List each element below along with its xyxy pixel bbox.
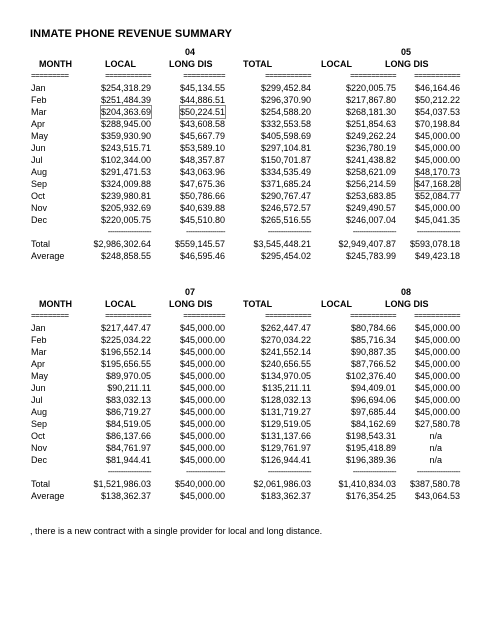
- amount-cell: $243,515.71: [100, 143, 151, 153]
- month-cell: Dec: [31, 455, 48, 465]
- amount-cell: $246,572.57: [260, 203, 311, 213]
- amount-cell: $52,084.77: [414, 191, 460, 201]
- amount-cell: $258,621.09: [345, 167, 396, 177]
- amount-cell: $84,162.69: [350, 419, 396, 429]
- amount-cell: $81,944.41: [105, 455, 151, 465]
- table-row: [0, 430, 494, 442]
- amount-cell: $86,719.27: [105, 407, 151, 417]
- amount-cell: $131,719.27: [260, 407, 311, 417]
- amount-cell: $50,224.51: [179, 107, 225, 117]
- amount-cell: $44,886.51: [179, 95, 225, 105]
- amount-cell: $45,000.00: [179, 335, 225, 345]
- amount-cell: $45,000.00: [179, 323, 225, 333]
- average-label: Average: [31, 251, 65, 261]
- total-cell: $593,078.18: [409, 239, 460, 249]
- footnote: , there is a new contract with a single provider for local and long distance.: [30, 526, 323, 536]
- amount-cell: $371,685.24: [260, 179, 311, 189]
- month-cell: Jul: [31, 395, 43, 405]
- amount-cell: $84,519.05: [105, 419, 151, 429]
- amount-cell: $50,212.22: [414, 95, 460, 105]
- amount-cell: $40,639.88: [179, 203, 225, 213]
- average-row: [0, 250, 494, 262]
- amount-cell: $297,104.81: [260, 143, 311, 153]
- column-header: MONTH: [39, 299, 72, 309]
- amount-cell: $126,944.41: [260, 455, 311, 465]
- total-row: [0, 478, 494, 490]
- table-row: [0, 454, 494, 466]
- separator-rule: --------------------: [107, 467, 151, 476]
- total-row: [0, 238, 494, 250]
- month-cell: May: [31, 131, 49, 141]
- amount-cell: $217,867.80: [345, 95, 396, 105]
- table-row: [0, 346, 494, 358]
- total-label: Total: [31, 239, 51, 249]
- amount-cell: $102,376.40: [345, 371, 396, 381]
- amount-cell: $47,168.28: [414, 179, 460, 189]
- amount-cell: $45,000.00: [179, 347, 225, 357]
- amount-cell: $129,519.05: [260, 419, 311, 429]
- amount-cell: $299,452.84: [260, 83, 311, 93]
- total-cell: $3,545,448.21: [253, 239, 311, 249]
- table-row: [0, 202, 494, 214]
- amount-cell: $196,552.14: [100, 347, 151, 357]
- column-header: LONG DIS: [169, 299, 213, 309]
- table-row: [0, 118, 494, 130]
- amount-cell: $241,438.82: [345, 155, 396, 165]
- separator-rule: --------------------: [352, 227, 396, 236]
- average-cell: $138,362.37: [100, 491, 151, 501]
- year-label: 08: [401, 287, 412, 297]
- column-header-row: [0, 58, 494, 70]
- amount-cell: n/a: [429, 443, 442, 453]
- total-cell: $540,000.00: [174, 479, 225, 489]
- amount-cell: n/a: [429, 455, 442, 465]
- month-cell: May: [31, 371, 49, 381]
- table-row: [0, 214, 494, 226]
- amount-cell: $291,471.53: [100, 167, 151, 177]
- month-cell: Jun: [31, 143, 46, 153]
- header-separator: [0, 70, 494, 82]
- amount-cell: $45,510.80: [179, 215, 225, 225]
- month-cell: Mar: [31, 347, 47, 357]
- amount-cell: $45,000.00: [414, 383, 460, 393]
- amount-cell: $296,370.90: [260, 95, 311, 105]
- amount-cell: $249,490.57: [345, 203, 396, 213]
- amount-cell: $217,447.47: [100, 323, 151, 333]
- amount-cell: $253,683.85: [345, 191, 396, 201]
- amount-cell: $135,211.11: [262, 383, 311, 393]
- total-cell: $2,949,407.87: [338, 239, 396, 249]
- amount-cell: $53,589.10: [179, 143, 225, 153]
- year-header-row: [0, 46, 494, 58]
- month-cell: Sep: [31, 419, 48, 429]
- amount-cell: $198,543.31: [345, 431, 396, 441]
- total-cell: $1,521,986.03: [93, 479, 151, 489]
- amount-cell: $48,170.73: [414, 167, 460, 177]
- average-cell: $176,354.25: [345, 491, 396, 501]
- average-row: [0, 490, 494, 502]
- amount-cell: $128,032.13: [260, 395, 311, 405]
- average-cell: $295,454.02: [260, 251, 311, 261]
- amount-cell: n/a: [429, 431, 442, 441]
- table-row: [0, 334, 494, 346]
- separator-rule: --------------------: [352, 467, 396, 476]
- amount-cell: $45,000.00: [414, 359, 460, 369]
- amount-cell: $45,000.00: [179, 455, 225, 465]
- month-cell: Oct: [31, 431, 46, 441]
- month-cell: Aug: [31, 407, 48, 417]
- separator-rule: ------------------: [186, 227, 225, 236]
- separator-rule: ------------------: [186, 467, 225, 476]
- column-header: LOCAL: [321, 59, 352, 69]
- separator-rule: --------------------: [107, 227, 151, 236]
- table-row: [0, 358, 494, 370]
- month-cell: Apr: [31, 359, 46, 369]
- amount-cell: $332,553.58: [260, 119, 311, 129]
- amount-cell: $225,034.22: [100, 335, 151, 345]
- amount-cell: $196,389.36: [345, 455, 396, 465]
- average-cell: $45,000.00: [179, 491, 225, 501]
- average-label: Average: [31, 491, 65, 501]
- amount-cell: $45,000.00: [414, 347, 460, 357]
- amount-cell: $45,000.00: [414, 203, 460, 213]
- column-header: MONTH: [39, 59, 72, 69]
- amount-cell: $324,009.88: [100, 179, 151, 189]
- amount-cell: $43,608.58: [179, 119, 225, 129]
- average-cell: $183,362.37: [260, 491, 311, 501]
- column-header: TOTAL: [243, 299, 273, 309]
- month-cell: Jun: [31, 383, 46, 393]
- amount-cell: $45,000.00: [414, 407, 460, 417]
- separator-rule: =========: [31, 311, 69, 320]
- average-cell: $46,595.46: [179, 251, 225, 261]
- month-cell: Jan: [31, 323, 46, 333]
- separator-rule: ==========: [183, 311, 225, 320]
- summary-table-1: [0, 46, 494, 262]
- page-title: INMATE PHONE REVENUE SUMMARY: [30, 28, 233, 40]
- total-cell: $559,145.57: [174, 239, 225, 249]
- amount-cell: $45,000.00: [414, 155, 460, 165]
- separator-rule: ===========: [350, 71, 396, 80]
- amount-cell: $45,041.35: [414, 215, 460, 225]
- table-row: [0, 142, 494, 154]
- amount-cell: $89,970.05: [105, 371, 151, 381]
- table-row: [0, 190, 494, 202]
- column-header: LOCAL: [321, 299, 352, 309]
- amount-cell: $83,032.13: [105, 395, 151, 405]
- table-row: [0, 82, 494, 94]
- amount-cell: $359,930.90: [100, 131, 151, 141]
- separator-rule: --------------------: [416, 467, 460, 476]
- column-header: LOCAL: [105, 299, 136, 309]
- separator-rule: =========: [31, 71, 69, 80]
- table-row: [0, 166, 494, 178]
- amount-cell: $241,552.14: [260, 347, 311, 357]
- amount-cell: $102,344.00: [100, 155, 151, 165]
- month-cell: Sep: [31, 179, 48, 189]
- total-cell: $2,061,986.03: [253, 479, 311, 489]
- separator-rule: ===========: [350, 311, 396, 320]
- table-row: [0, 178, 494, 190]
- amount-cell: $45,000.00: [414, 131, 460, 141]
- separator-rule: ===========: [105, 71, 151, 80]
- total-cell: $387,580.78: [409, 479, 460, 489]
- amount-cell: $96,694.06: [350, 395, 396, 405]
- amount-cell: $249,262.24: [345, 131, 396, 141]
- average-cell: $248,858.55: [100, 251, 151, 261]
- amount-cell: $134,970.05: [260, 371, 311, 381]
- separator-rule: ===========: [105, 311, 151, 320]
- amount-cell: $45,000.00: [414, 323, 460, 333]
- separator-rule: ===========: [265, 311, 311, 320]
- amount-cell: $27,580.78: [414, 419, 460, 429]
- amount-cell: $254,318.29: [100, 83, 151, 93]
- average-cell: $43,064.53: [414, 491, 460, 501]
- year-label: 07: [185, 287, 196, 297]
- table-row: [0, 418, 494, 430]
- separator-rule: ==========: [183, 71, 225, 80]
- amount-cell: $246,007.04: [345, 215, 396, 225]
- amount-cell: $43,063.96: [179, 167, 225, 177]
- table-row: [0, 406, 494, 418]
- year-label: 04: [185, 47, 196, 57]
- amount-cell: $85,716.34: [350, 335, 396, 345]
- table-row: [0, 322, 494, 334]
- amount-cell: $45,000.00: [179, 431, 225, 441]
- column-header-row: [0, 298, 494, 310]
- year-header-row: [0, 286, 494, 298]
- amount-cell: $45,000.00: [179, 359, 225, 369]
- amount-cell: $195,418.89: [345, 443, 396, 453]
- amount-cell: $86,137.66: [105, 431, 151, 441]
- amount-cell: $45,000.00: [414, 143, 460, 153]
- amount-cell: $90,887.35: [350, 347, 396, 357]
- amount-cell: $90,211.11: [107, 383, 151, 393]
- table-row: [0, 154, 494, 166]
- amount-cell: $45,000.00: [414, 371, 460, 381]
- month-cell: Apr: [31, 119, 46, 129]
- column-header: LONG DIS: [385, 59, 429, 69]
- table-row: [0, 130, 494, 142]
- amount-cell: $405,598.69: [260, 131, 311, 141]
- amount-cell: $48,357.87: [179, 155, 225, 165]
- month-cell: Aug: [31, 167, 48, 177]
- total-separator: [0, 226, 494, 238]
- amount-cell: $46,164.46: [414, 83, 460, 93]
- amount-cell: $256,214.59: [345, 179, 396, 189]
- month-cell: Nov: [31, 203, 48, 213]
- separator-rule: ===========: [414, 311, 460, 320]
- amount-cell: $239,980.81: [100, 191, 151, 201]
- amount-cell: $334,535.49: [260, 167, 311, 177]
- header-separator: [0, 310, 494, 322]
- average-cell: $245,783.99: [345, 251, 396, 261]
- month-cell: Feb: [31, 95, 47, 105]
- amount-cell: $45,000.00: [414, 395, 460, 405]
- column-header: TOTAL: [243, 59, 273, 69]
- separator-rule: --------------------: [416, 227, 460, 236]
- amount-cell: $45,000.00: [179, 395, 225, 405]
- table-row: [0, 94, 494, 106]
- amount-cell: $150,701.87: [260, 155, 311, 165]
- table-row: [0, 370, 494, 382]
- amount-cell: $84,761.97: [105, 443, 151, 453]
- amount-cell: $87,766.52: [350, 359, 396, 369]
- column-header: LONG DIS: [385, 299, 429, 309]
- separator-rule: --------------------: [267, 467, 311, 476]
- amount-cell: $45,667.79: [179, 131, 225, 141]
- amount-cell: $270,034.22: [260, 335, 311, 345]
- total-cell: $2,986,302.64: [93, 239, 151, 249]
- separator-rule: ===========: [414, 71, 460, 80]
- amount-cell: $45,000.00: [179, 371, 225, 381]
- month-cell: Nov: [31, 443, 48, 453]
- separator-rule: --------------------: [267, 227, 311, 236]
- month-cell: Jan: [31, 83, 46, 93]
- separator-rule: ===========: [265, 71, 311, 80]
- amount-cell: $290,767.47: [260, 191, 311, 201]
- amount-cell: $220,005.75: [345, 83, 396, 93]
- amount-cell: $268,181.30: [345, 107, 396, 117]
- amount-cell: $220,005.75: [100, 215, 151, 225]
- amount-cell: $97,685.44: [350, 407, 396, 417]
- year-label: 05: [401, 47, 412, 57]
- amount-cell: $254,588.20: [260, 107, 311, 117]
- amount-cell: $251,484.39: [100, 95, 151, 105]
- amount-cell: $45,000.00: [179, 419, 225, 429]
- table-row: [0, 106, 494, 118]
- month-cell: Oct: [31, 191, 46, 201]
- table-row: [0, 442, 494, 454]
- amount-cell: $70,198.84: [414, 119, 460, 129]
- amount-cell: $45,000.00: [414, 335, 460, 345]
- amount-cell: $45,000.00: [179, 407, 225, 417]
- amount-cell: $80,784.66: [350, 323, 396, 333]
- amount-cell: $45,000.00: [179, 443, 225, 453]
- table-row: [0, 394, 494, 406]
- average-cell: $49,423.18: [414, 251, 460, 261]
- table-row: [0, 382, 494, 394]
- amount-cell: $205,932.69: [100, 203, 151, 213]
- column-header: LONG DIS: [169, 59, 213, 69]
- amount-cell: $47,675.36: [179, 179, 225, 189]
- amount-cell: $204,363.69: [100, 107, 151, 117]
- total-label: Total: [31, 479, 51, 489]
- amount-cell: $131,137.66: [260, 431, 311, 441]
- column-header: LOCAL: [105, 59, 136, 69]
- amount-cell: $251,854.63: [345, 119, 396, 129]
- amount-cell: $94,409.01: [350, 383, 396, 393]
- total-separator: [0, 466, 494, 478]
- amount-cell: $50,786.66: [179, 191, 225, 201]
- amount-cell: $236,780.19: [345, 143, 396, 153]
- amount-cell: $262,447.47: [260, 323, 311, 333]
- amount-cell: $54,037.53: [414, 107, 460, 117]
- month-cell: Dec: [31, 215, 48, 225]
- summary-table-2: [0, 286, 494, 502]
- amount-cell: $45,000.00: [179, 383, 225, 393]
- amount-cell: $195,656.55: [100, 359, 151, 369]
- amount-cell: $265,516.55: [260, 215, 311, 225]
- amount-cell: $240,656.55: [260, 359, 311, 369]
- amount-cell: $129,761.97: [260, 443, 311, 453]
- month-cell: Feb: [31, 335, 47, 345]
- month-cell: Mar: [31, 107, 47, 117]
- amount-cell: $288,945.00: [100, 119, 151, 129]
- total-cell: $1,410,834.03: [338, 479, 396, 489]
- month-cell: Jul: [31, 155, 43, 165]
- amount-cell: $45,134.55: [179, 83, 225, 93]
